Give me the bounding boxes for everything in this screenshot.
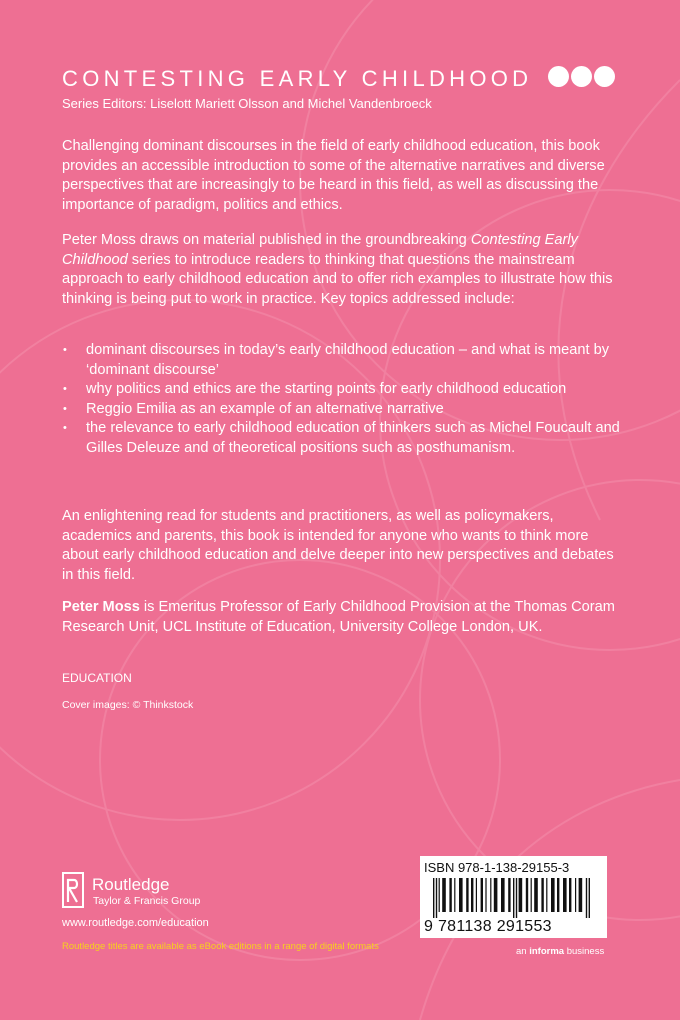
barcode-bar <box>439 878 440 912</box>
barcode-bar <box>476 878 477 912</box>
barcode-bar <box>589 878 590 918</box>
barcode-bar <box>569 878 571 912</box>
informa-suffix: business <box>564 946 605 957</box>
barcode-number: 9 781138 291553 <box>424 918 552 935</box>
barcode-bar <box>454 878 455 912</box>
ebook-note: Routledge titles are available as eBook editions in a range of digital formats <box>62 941 379 952</box>
barcode-bar <box>516 878 517 918</box>
blurb-text: series to introduce readers to thinking that questions the mainstream approach to early childhood education and to offer rich examples to illustrate how this thinking is being put to work in practice. Key topics addressed include: <box>62 251 613 307</box>
informa-name: informa <box>529 946 565 957</box>
barcode-bar <box>501 878 505 912</box>
barcode-bar <box>490 878 491 912</box>
author-bio <box>62 598 622 637</box>
blurb-paragraph-1: Challenging dominant discourses in the field of early childhood education, this book provides an accessible introduction to some of the alternative narratives and diverse perspectives that are increasingly to be heard in this field, as well as discussing the importance of paradigm, politics and ethics. <box>62 138 605 213</box>
publisher-url[interactable]: www.routledge.com/education <box>62 917 209 929</box>
barcode-bar <box>575 878 576 912</box>
list-item: • why politics and ethics are the starting points for early childhood education <box>62 380 622 400</box>
barcode-bar <box>563 878 567 912</box>
blurb-text: Peter Moss draws on material published in the groundbreaking <box>62 232 471 248</box>
informa-prefix: an <box>516 946 530 957</box>
cover-credit: Cover images: © Thinkstock <box>62 699 194 711</box>
routledge-logo-icon <box>62 872 84 908</box>
series-name-italic: Contesting Early Childhood <box>62 232 578 268</box>
barcode-bar <box>508 878 510 912</box>
barcode-bar <box>471 878 473 912</box>
list-item: • dominant discourses in today’s early childhood education – and what is meant by ‘dominant discourse’ <box>62 341 622 380</box>
barcode-bar <box>494 878 498 912</box>
barcode-bars <box>431 878 601 918</box>
dot-icon <box>548 66 569 87</box>
barcode-bar <box>546 878 547 912</box>
barcode-bar <box>485 878 486 912</box>
barcode-bar <box>557 878 559 912</box>
blurb-paragraph-2 <box>62 231 622 309</box>
barcode-bar <box>534 878 538 912</box>
barcode-bar <box>481 878 483 912</box>
key-topics-list <box>62 341 622 459</box>
author-bio-text: is Emeritus Professor of Early Childhood Provision at the Thomas Coram Research Unit, UCL Institute of Education, University College London, UK. <box>62 599 615 635</box>
list-item: • Reggio Emilia as an example of an alternative narrative <box>62 400 622 420</box>
series-dots-logo <box>548 66 615 87</box>
barcode-bar <box>513 878 514 918</box>
barcode-bar <box>442 878 446 912</box>
dot-icon <box>571 66 592 87</box>
series-editors: Series Editors: Liselott Mariett Olsson and Michel Vandenbroeck <box>62 96 432 111</box>
isbn-label: ISBN 978-1-138-29155-3 <box>424 860 570 875</box>
barcode-bar <box>466 878 468 912</box>
list-item: • the relevance to early childhood education of thinkers such as Michel Foucault and Gilles Deleuze and of theoretical positions such as posthumanism. <box>62 419 622 458</box>
barcode-bar <box>531 878 532 912</box>
barcode-bar <box>586 878 587 918</box>
barcode-bar <box>541 878 543 912</box>
barcode-bar <box>526 878 528 912</box>
informa-business <box>516 946 604 958</box>
series-title: CONTESTING EARLY CHILDHOOD <box>62 66 533 91</box>
publisher-name: Routledge <box>92 875 170 894</box>
barcode-bar <box>459 878 463 912</box>
barcode-bar <box>436 878 437 918</box>
author-name: Peter Moss <box>62 599 140 615</box>
barcode-bar <box>579 878 583 912</box>
barcode-bar <box>551 878 555 912</box>
subject-category: EDUCATION <box>62 671 132 685</box>
blurb-paragraph-3: An enlightening read for students and practitioners, as well as policymakers, academics and parents, this book is intended for anyone who wants to think more about early childhood education and delve deeper into new perspectives and debates in this field. <box>62 508 614 583</box>
barcode-bar <box>519 878 523 912</box>
barcode-bar <box>449 878 451 912</box>
dot-icon <box>594 66 615 87</box>
barcode-bar <box>433 878 434 918</box>
publisher-group: Taylor & Francis Group <box>93 895 201 907</box>
